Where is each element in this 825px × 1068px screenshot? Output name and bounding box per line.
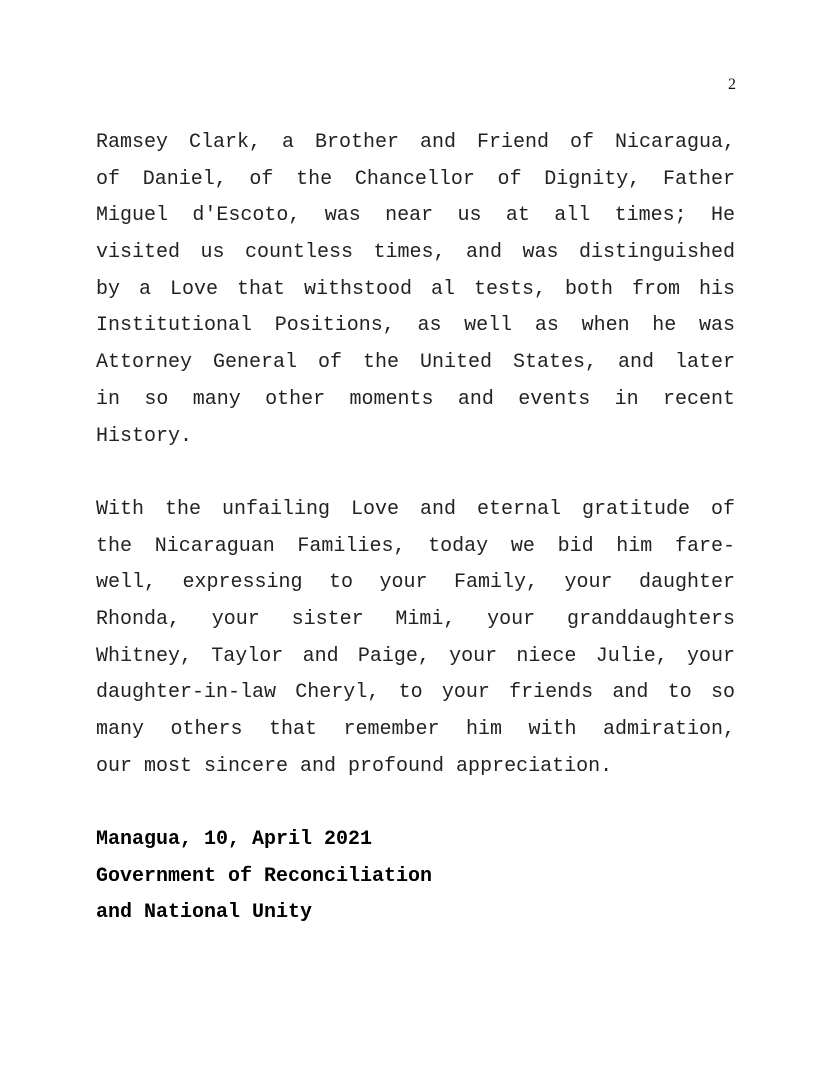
paragraph-line: Institutional Positions, as well as when he was — [96, 314, 735, 338]
paragraph-line: Miguel d'Escoto, was near us at all times; He — [96, 204, 735, 228]
paragraph-line: our most sincere and profound appreciation. — [96, 754, 613, 778]
paragraph-line: daughter-in-law Cheryl, to your friends and to so — [96, 681, 735, 705]
signature-date-line: Managua, 10, April 2021 — [96, 828, 373, 852]
paragraph-line: of Daniel, of the Chancellor of Dignity, Father — [96, 167, 735, 191]
paragraph-line: the Nicaraguan Families, today we bid him fare- — [96, 534, 735, 558]
document-body — [96, 125, 735, 932]
paragraph-line: by a Love that withstood al tests, both from his — [96, 277, 735, 301]
paragraph-tribute — [96, 125, 735, 455]
paragraph-line: History. — [96, 424, 193, 448]
signature-unity-line: and National Unity — [96, 901, 313, 925]
paragraph-line: in so many other moments and events in recent — [96, 387, 735, 411]
paragraph-spacer — [96, 455, 735, 492]
signature-block — [96, 822, 735, 932]
paragraph-line: Rhonda, your sister Mimi, your granddaughters — [96, 607, 735, 631]
paragraph-farewell — [96, 492, 735, 786]
paragraph-line: Ramsey Clark, a Brother and Friend of Nicaragua, — [96, 131, 735, 154]
paragraph-line: Attorney General of the United States, and later — [96, 351, 735, 375]
signature-government-line: Government of Reconciliation — [96, 864, 433, 888]
paragraph-line: Whitney, Taylor and Paige, your niece Julie, your — [96, 644, 735, 668]
paragraph-spacer — [96, 785, 735, 822]
paragraph-line: well, expressing to your Family, your daughter — [96, 571, 735, 595]
paragraph-line: With the unfailing Love and eternal gratitude of — [96, 497, 735, 521]
paragraph-line: visited us countless times, and was distinguished — [96, 241, 735, 265]
paragraph-line: many others that remember him with admiration, — [96, 718, 735, 741]
page-number: 2 — [728, 76, 736, 93]
